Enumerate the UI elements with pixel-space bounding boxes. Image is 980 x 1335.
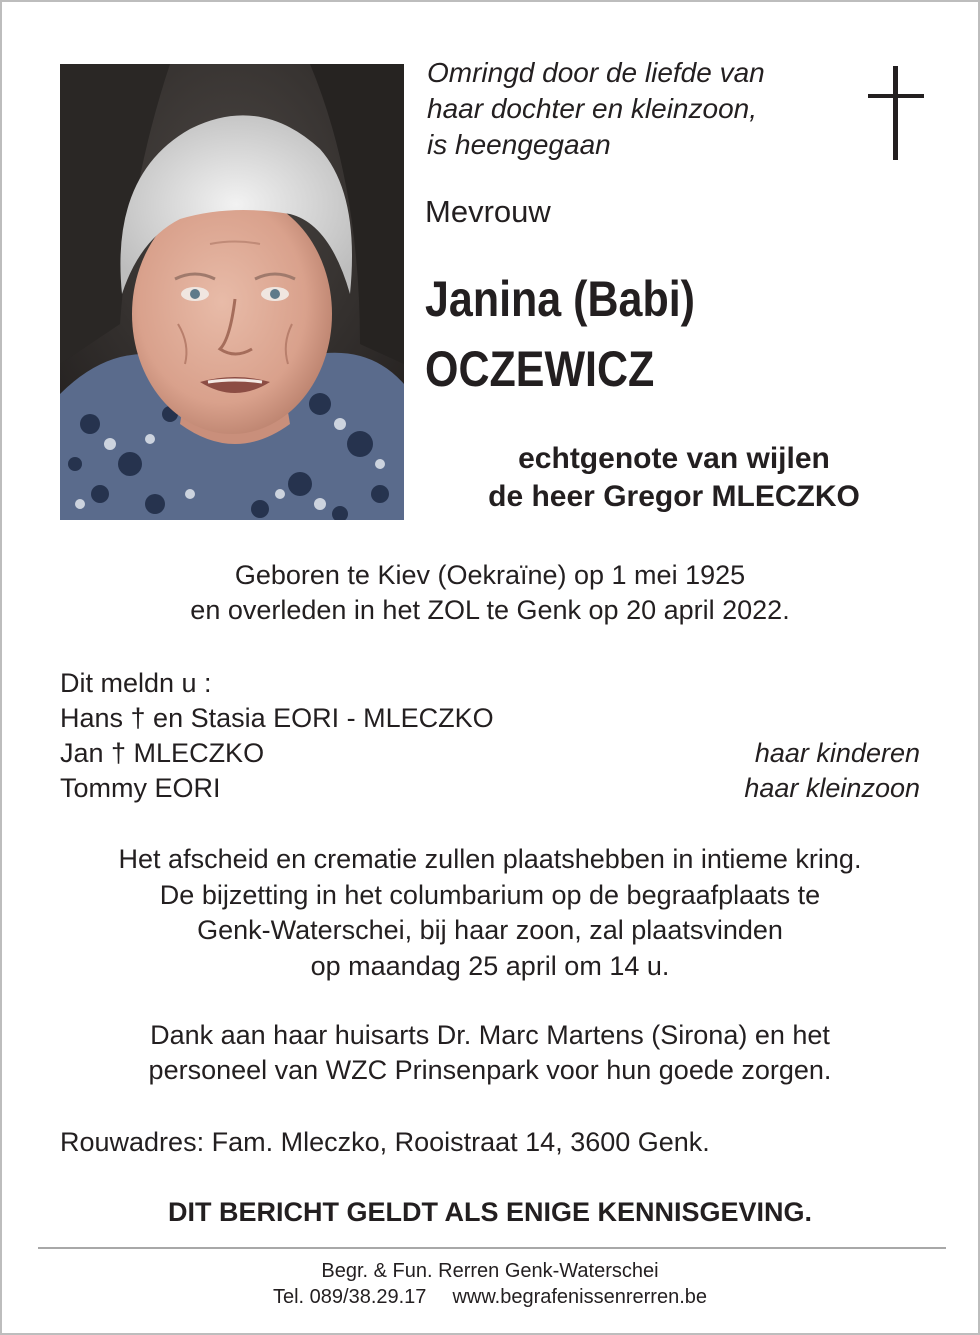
announcer-row — [60, 736, 920, 771]
farewell-line: op maandag 25 april om 14 u. — [310, 950, 670, 981]
intro-line: haar dochter en kleinzoon, — [427, 93, 757, 124]
spouse-info — [406, 440, 942, 516]
footer-divider — [38, 1247, 946, 1249]
thanks-line: personeel van WZC Prinsenpark voor hun goede zorgen. — [148, 1055, 832, 1085]
announcers-header: Dit meldn u : — [60, 668, 212, 698]
spouse-line: de heer Gregor MLECZKO — [488, 480, 860, 513]
announcer-row — [60, 701, 920, 736]
birth-death-info — [2, 558, 978, 628]
announcers — [60, 666, 920, 806]
announcer-relation: haar kleinzoon — [744, 773, 920, 803]
portrait-photo — [60, 64, 404, 520]
spouse-line: echtgenote van wijlen — [518, 442, 830, 475]
announcer-name: Jan † MLECZKO — [60, 738, 265, 768]
announcer-relation: haar kinderen — [754, 738, 920, 768]
funeral-home-footer — [2, 1258, 978, 1310]
cross-icon — [868, 66, 924, 162]
portrait-illustration — [60, 64, 404, 520]
intro-line: Omringd door de liefde van — [427, 57, 765, 88]
intro-text — [427, 55, 847, 163]
farewell-info — [2, 842, 978, 984]
funeral-home-website[interactable]: www.begrafenissenrerren.be — [452, 1286, 708, 1308]
deceased-name — [425, 264, 889, 404]
farewell-line: Genk-Waterschei, bij haar zoon, zal plaatsvinden — [197, 915, 783, 945]
announcer-name: Tommy EORI — [60, 773, 221, 803]
funeral-home-name: Begr. & Fun. Rerren Genk-Waterschei — [321, 1260, 659, 1282]
deceased-last-name: OCZEWICZ — [425, 341, 655, 397]
deceased-first-name: Janina (Babi) — [425, 271, 695, 327]
official-notice: DIT BERICHT GELDT ALS ENIGE KENNISGEVING. — [167, 1197, 813, 1227]
farewell-line: Het afscheid en crematie zullen plaatshebben in intieme kring. — [118, 844, 862, 874]
announcer-row — [60, 771, 920, 806]
thanks-text — [2, 1018, 978, 1088]
farewell-line: De bijzetting in het columbarium op de begraafplaats te — [159, 879, 821, 910]
thanks-line: Dank aan haar huisarts Dr. Marc Martens (Sirona) en het — [150, 1020, 830, 1050]
death-line: en overleden in het ZOL te Genk op 20 april 2022. — [190, 595, 790, 625]
intro-line: is heengegaan — [427, 129, 611, 160]
funeral-home-phone: Tel. 089/38.29.17 — [272, 1286, 427, 1308]
mourning-address: Rouwadres: Fam. Mleczko, Rooistraat 14, 3600 Genk. — [60, 1127, 710, 1157]
announcer-name: Hans † en Stasia EORI - MLECZKO — [60, 703, 494, 733]
honorific: Mevrouw — [425, 194, 551, 229]
birth-line: Geboren te Kiev (Oekraïne) op 1 mei 1925 — [234, 560, 746, 590]
funeral-home-contact — [2, 1284, 978, 1310]
